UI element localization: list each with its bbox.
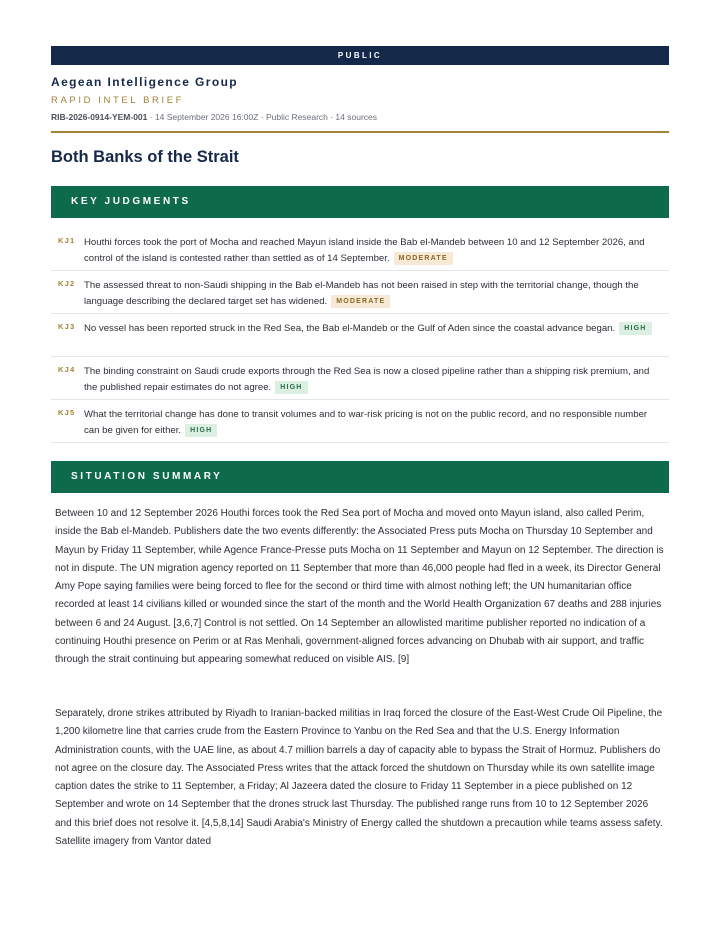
judgment-id: KJ3	[58, 322, 76, 331]
judgment-statement: What the territorial change has done to transit volumes and to war-risk pricing is not on the public record, and no responsible number can be given for either.	[84, 409, 648, 436]
judgment-text	[84, 321, 664, 337]
confidence-badge: HIGH	[275, 381, 307, 394]
page-title: Both Banks of the Strait	[51, 148, 239, 166]
judgment-id: KJ1	[58, 236, 76, 245]
confidence-badge: HIGH	[185, 424, 217, 437]
situation-summary-heading: SITUATION SUMMARY	[51, 461, 669, 493]
key-judgment-2	[51, 271, 669, 314]
key-judgment-3	[51, 314, 669, 357]
reference-id: RIB-2026-0914-YEM-001	[51, 112, 148, 122]
judgment-text	[84, 407, 664, 439]
meta-details: · 14 September 2026 16:00Z · Public Research · 14 sources	[147, 112, 378, 122]
classification-banner: PUBLIC	[51, 46, 669, 65]
judgment-text	[84, 364, 664, 396]
judgment-id: KJ4	[58, 365, 76, 374]
header-divider	[51, 131, 669, 133]
confidence-badge: HIGH	[619, 322, 651, 335]
summary-paragraph-1: Between 10 and 12 September 2026 Houthi forces took the Red Sea port of Mocha and moved onto Mayun island, also called Perim, inside the Bab el-Mandeb. Publishers date the two events differently: the Associated Press puts Mocha on Thursday 10 September and Mayun by Friday 11 September, while Agence France-Presse puts Mocha on 11 September and Mayun on 12 September. The direction is not in dispute. The UN migration agency reported on 11 September that more than 46,000 people had fled in a week, its Director General Amy Pope saying families were being forced to flee for the second or third time with almost nothing left; the UN humanitarian office recorded at least 14 civilians killed or wounded since the start of the month and the World Health Organization 67 deaths and 288 injuries between 6 and 24 August. [3,6,7] Control is not settled. On 14 September an allowlisted maritime publisher reported no indication of a continuing Houthi presence on Perim or at Ras Menhali, government-aligned forces advancing on Dhubab with air support, and traffic through the strait continuing but appearing somewhat reduced on visible AIS. [9]	[55, 508, 664, 666]
key-judgments-heading: KEY JUDGMENTS	[51, 186, 669, 218]
confidence-badge: MODERATE	[394, 252, 453, 265]
summary-paragraph-2: Separately, drone strikes attributed by Riyadh to Iranian-backed militias in Iraq forced the closure of the East-West Crude Oil Pipeline, the 1,200 kilometre line that carries crude from the Eastern Province to Yanbu on the Red Sea and that the U.S. Energy Information Administration counts, with the UAE line, as about 4.7 million barrels a day of capacity able to bypass the Strait of Hormuz. Publishers do not agree on the closure day. The Associated Press writes that the attack forced the shutdown on Thursday while its own satellite image caption dates the strike to 11 September, a Friday; Al Jazeera dated the closure to Friday 11 September in a piece published on 12 September and wrote on 14 September that the drones struck last Thursday. The published range runs from 10 to 12 September 2026 and this brief does not resolve it. [4,5,8,14] Saudi Arabia's Ministry of Energy called the shutdown a precaution while teams assess safety. Satellite imagery from Vantor dated	[55, 708, 663, 848]
judgment-id: KJ5	[58, 408, 76, 417]
document-meta	[51, 112, 377, 122]
judgment-text	[84, 278, 664, 310]
key-judgment-5	[51, 400, 669, 443]
series-label: RAPID INTEL BRIEF	[51, 95, 185, 106]
key-judgment-4	[51, 357, 669, 400]
key-judgment-1	[51, 228, 669, 271]
judgment-id: KJ2	[58, 279, 76, 288]
judgment-statement: The binding constraint on Saudi crude exports through the Red Sea is now a closed pipeline rather than a shipping risk premium, and the published repair estimates do not agree.	[84, 366, 650, 393]
organization-name: Aegean Intelligence Group	[51, 75, 239, 89]
judgment-text	[84, 235, 664, 267]
key-judgments-list	[51, 228, 669, 443]
judgment-statement: No vessel has been reported struck in the Red Sea, the Bab el-Mandeb or the Gulf of Aden since the coastal advance began.	[84, 323, 616, 334]
judgment-statement: The assessed threat to non-Saudi shipping in the Bab el-Mandeb has not been raised in step with the territorial change, though the language describing the declared target set has widened.	[84, 280, 639, 307]
confidence-badge: MODERATE	[331, 295, 390, 308]
judgment-statement: Houthi forces took the port of Mocha and reached Mayun island inside the Bab el-Mandeb between 10 and 12 September 2026, and control of the island is contested rather than settled as of 14 September.	[84, 237, 645, 264]
